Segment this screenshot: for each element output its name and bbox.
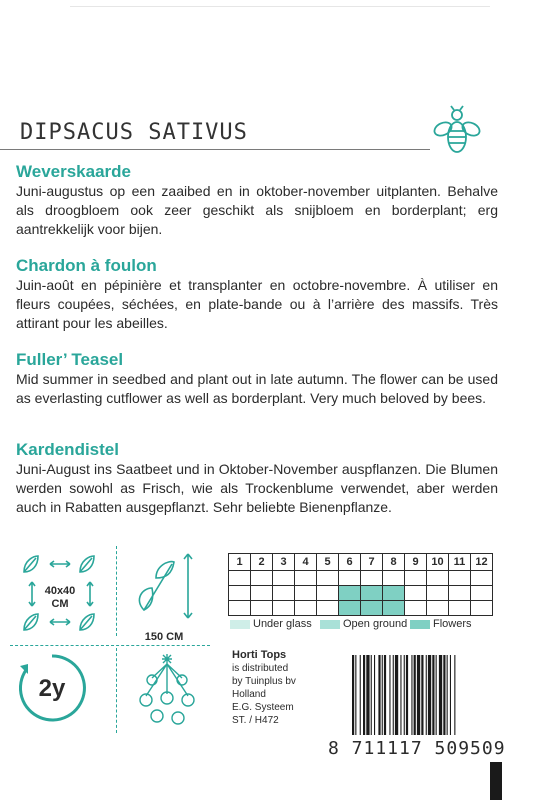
month-cell: 4 xyxy=(295,554,317,571)
bee-icon xyxy=(432,105,482,157)
barcode-bar xyxy=(426,655,427,735)
barcode-bar xyxy=(395,655,398,735)
barcode-bar xyxy=(447,655,448,735)
barcode-bar xyxy=(432,655,434,735)
product-title: DIPSACUS SATIVUS xyxy=(20,120,248,145)
lifecycle-label: 2y xyxy=(38,675,66,702)
barcode-bar xyxy=(374,655,375,735)
section-text: Juni-August ins Saatbeet und in Oktober-November auspflanzen. Die Blumen werden sowohl as Frisch, wie als Trockenblume verwendet, aber werden auch in Rabatten ausgepflanzt. Sehr beliebte Bienenpflanze. xyxy=(16,461,498,515)
month-cell: 11 xyxy=(449,554,471,571)
section-text: Juin-août en pépinière et transplanter en octobre-novembre. À utiliser en fleurs coupées, séchées, en plate-bande ou à l’arrière des massifs. Très attirant pour les abeilles. xyxy=(16,277,498,331)
barcode-bar xyxy=(417,655,420,735)
section-heading: Fuller’ Teasel xyxy=(16,350,124,369)
calendar-row-open-ground xyxy=(229,586,493,601)
barcode-bar xyxy=(355,655,356,735)
barcode-bar xyxy=(393,655,394,735)
barcode-bar xyxy=(450,655,451,735)
flower-icon xyxy=(124,650,210,736)
biennial-cycle-icon xyxy=(14,650,90,726)
black-mark xyxy=(490,762,502,800)
top-rule xyxy=(70,6,490,7)
barcode-bar xyxy=(454,655,455,735)
barcode-bar xyxy=(414,655,416,735)
spacing-line1: 40x40 xyxy=(44,585,76,597)
legend-flowers xyxy=(410,618,472,630)
barcode-bar xyxy=(360,655,361,735)
month-cell: 1 xyxy=(229,554,251,571)
legend-label: Flowers xyxy=(433,618,472,630)
sowing-calendar xyxy=(228,553,493,616)
section-heading: Weverskaarde xyxy=(16,162,131,181)
section-english xyxy=(16,350,498,408)
section-text: Juni-augustus op een zaaibed en in oktober-november uitplanten. Behalve als droogbloem ook zeer geschikt als snijbloem en borderplant; erg aantrekkelijk voor bijen. xyxy=(16,183,498,237)
divider xyxy=(116,546,117,636)
legend-label: Open ground xyxy=(343,618,408,630)
barcode-bar xyxy=(384,655,386,735)
section-french xyxy=(16,256,498,333)
section-heading: Kardendistel xyxy=(16,440,119,459)
month-cell: 10 xyxy=(427,554,449,571)
month-cell: 3 xyxy=(273,554,295,571)
spacing-line2: CM xyxy=(51,598,69,610)
info-panel xyxy=(0,538,548,800)
month-cell: 6 xyxy=(339,554,361,571)
barcode-bar xyxy=(363,655,365,735)
plant-spacing-icon xyxy=(14,550,106,640)
legend-label: Under glass xyxy=(253,618,312,630)
barcode-bar xyxy=(421,655,423,735)
barcode-bar xyxy=(428,655,431,735)
legend-swatch xyxy=(320,620,340,629)
height-label: 150 CM xyxy=(144,631,184,643)
distributor-line: is distributed xyxy=(232,663,289,674)
barcode-number: 8 711117 509509 xyxy=(328,738,506,759)
barcode-bar xyxy=(406,655,408,735)
section-german xyxy=(16,440,498,517)
barcode-bar xyxy=(366,655,369,735)
barcode-bar xyxy=(378,655,380,735)
barcode-bar xyxy=(436,655,437,735)
barcode-bar xyxy=(389,655,390,735)
distributor-line: E.G. Systeem xyxy=(232,702,294,713)
barcode-bar xyxy=(404,655,405,735)
distributor-line: ST. / H472 xyxy=(232,715,279,726)
barcode-bar xyxy=(371,655,372,735)
barcode-bar xyxy=(352,655,354,735)
month-cell: 9 xyxy=(405,554,427,571)
month-cell: 5 xyxy=(317,554,339,571)
distributor-line: Holland xyxy=(232,689,266,700)
barcode-bar xyxy=(443,655,445,735)
section-text: Mid summer in seedbed and plant out in late autumn. The flower can be used as everlasting cutflower as well as borderplant. Very much beloved by bees. xyxy=(16,371,498,406)
legend-swatch xyxy=(230,620,250,629)
divider xyxy=(116,648,117,733)
barcode-bar xyxy=(382,655,383,735)
month-cell: 12 xyxy=(471,554,493,571)
distributor-line: by Tuinplus bv xyxy=(232,676,296,687)
distributor-name: Horti Tops xyxy=(232,649,287,661)
month-cell: 7 xyxy=(361,554,383,571)
barcode-bar xyxy=(411,655,412,735)
section-dutch xyxy=(16,162,498,239)
calendar-row-under-glass xyxy=(229,571,493,586)
month-cell: 8 xyxy=(383,554,405,571)
plant-height-icon xyxy=(124,548,208,646)
distributor-info xyxy=(232,649,296,727)
month-cell: 2 xyxy=(251,554,273,571)
legend-under-glass xyxy=(230,618,312,630)
barcode-bar xyxy=(400,655,401,735)
calendar-row-flowers xyxy=(229,601,493,616)
section-heading: Chardon à foulon xyxy=(16,256,157,275)
calendar-header-row xyxy=(229,554,493,571)
legend-open-ground xyxy=(320,618,407,630)
title-underline xyxy=(0,149,430,150)
barcode-bar xyxy=(439,655,442,735)
legend-swatch xyxy=(410,620,430,629)
